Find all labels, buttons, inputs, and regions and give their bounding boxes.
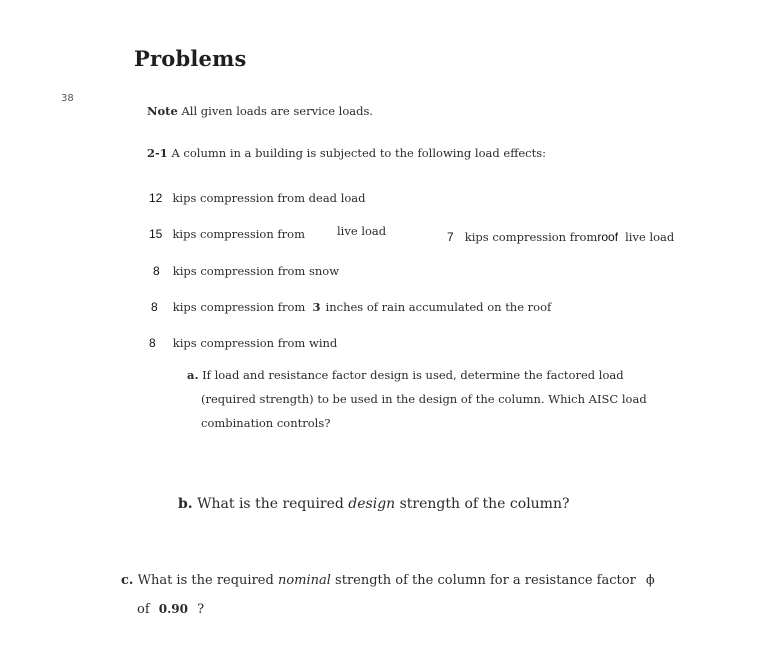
part-b-emphasis: design (348, 496, 396, 512)
problem-number: 2-1 (147, 146, 168, 160)
part-a-line2: (required strength) to be used in the design of the column. Which AISC load (201, 392, 647, 406)
load-wind (149, 332, 337, 351)
part-a (187, 363, 647, 435)
part-c-label: c. (121, 573, 134, 588)
page-title: Problems (134, 46, 247, 71)
load-text: live load (625, 230, 675, 244)
part-b-text-pre: What is the required (197, 496, 349, 512)
load-text: kips compression from (172, 227, 306, 241)
part-b-label: b. (178, 496, 193, 512)
resistance-factor-value: 0.90 (158, 602, 189, 616)
part-c-text-post: strength of the column for a resistance factor (330, 573, 636, 588)
load-snow (153, 260, 339, 279)
load-text: kips compression from dead load (172, 191, 366, 205)
load-value: 8 (153, 264, 160, 278)
part-c-of: of (137, 602, 150, 617)
load-text: kips compression from (172, 300, 306, 314)
rain-inches: 3 (312, 300, 321, 314)
part-a-line1: If load and resistance factor design is used, determine the factored load (202, 368, 624, 382)
load-value: 8 (151, 300, 158, 314)
load-text: kips compression from wind (172, 336, 338, 350)
load-dead (149, 187, 366, 206)
problem-text: A column in a building is subjected to the following load effects: (171, 146, 547, 160)
load-roof (447, 226, 674, 245)
part-b-text-post: strength of the column? (395, 496, 570, 512)
part-b (178, 496, 569, 512)
part-a-line3: combination controls? (201, 416, 331, 430)
load-live (149, 223, 305, 242)
note-label: Note (147, 104, 178, 118)
part-c-emphasis: nominal (277, 573, 331, 588)
load-text: kips compression from (464, 230, 598, 244)
part-c-value-line (137, 602, 204, 617)
load-rain (151, 296, 551, 315)
load-value: 12 (149, 191, 163, 205)
part-c-text-pre: What is the required (137, 573, 278, 588)
load-value: 8 (149, 336, 156, 350)
load-value: 7 (447, 230, 454, 244)
load-text: kips compression from snow (172, 264, 340, 278)
load-roof-word: roof (597, 230, 619, 244)
load-live-suffix: live load (337, 224, 387, 238)
load-value: 15 (149, 227, 163, 241)
note-text: All given loads are service loads. (181, 104, 374, 118)
part-c-question-mark: ? (197, 602, 205, 617)
problem-statement (147, 146, 546, 160)
page-number: 38 (61, 93, 74, 104)
part-c (121, 573, 655, 588)
part-a-label: a. (187, 368, 199, 382)
load-text: inches of rain accumulated on the roof (325, 300, 552, 314)
phi-symbol: ϕ (645, 573, 655, 588)
note-line (147, 104, 373, 118)
